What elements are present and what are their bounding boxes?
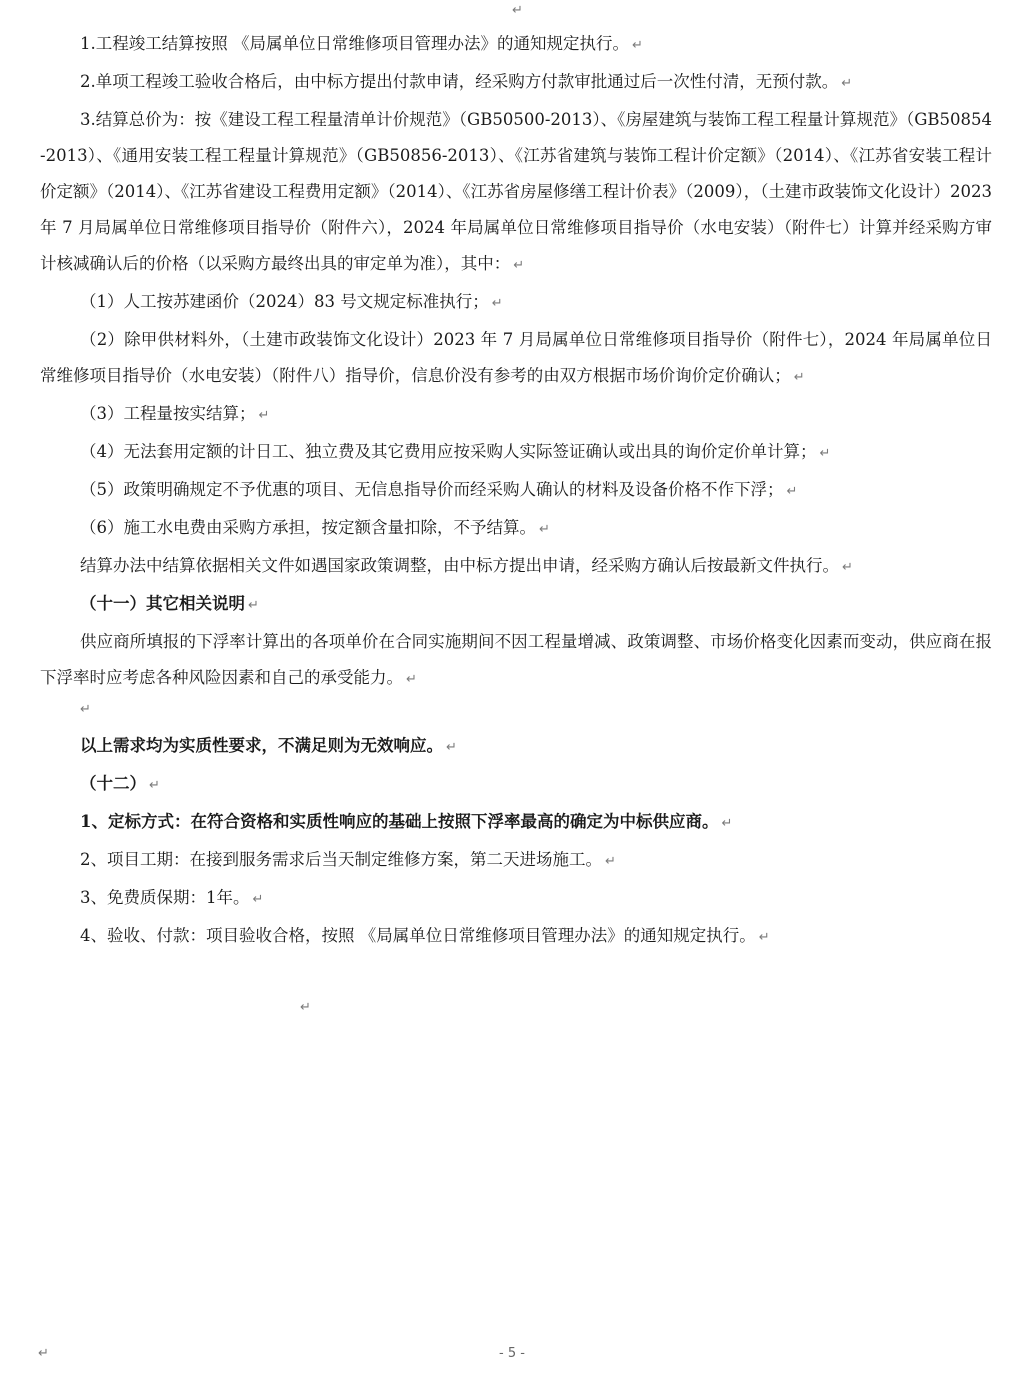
paragraph-8: （5）政策明确规定不予优惠的项目、无信息指导价而经采购人确认的材料及设备价格不作下浮； ↵	[80, 480, 798, 499]
paragraph-mark-trailing: ↵	[300, 1000, 311, 1015]
empty-paragraph: ↵	[80, 702, 91, 717]
paragraph-3: 3.结算总价为：按《建设工程工程量清单计价规范》（GB50500-2013）、《房屋建筑与装饰工程工程量计算规范》（GB50854-2013）、《通用安装工程工程量计算规范》（GB50856-2013）、《江苏省建筑与装饰工程计价定额》（2014）、《江苏省安装工程计价定额》（2014）、《江苏省建设工程费用定额》（2014）、《江苏省房屋修缮工程计价表》（2009），（土建市政装饰文化设计）2023 年 7 月局属单位日常维修项目指导价（附件六），2024 年局属单位日常维修项目指导价（水电安装）（附件七）计算并经采购方审计核减确认后的价格（以采购方最终出具的审定单为准），其中： ↵	[40, 110, 992, 273]
paragraph-4: （1）人工按苏建函价（2024）83 号文规定标准执行； ↵	[80, 292, 503, 311]
paragraph-10: 结算办法中结算依据相关文件如遇国家政策调整，由中标方提出申请，经采购方确认后按最新文件执行。 ↵	[80, 556, 853, 575]
substantive-requirement-note: 以上需求均为实质性要求，不满足则为无效响应。 ↵	[80, 736, 457, 755]
paragraph-12: 供应商所填报的下浮率计算出的各项单价在合同实施期间不因工程量增减、政策调整、市场价格变化因素而变动，供应商在报下浮率时应考虑各种风险因素和自己的承受能力。 ↵	[40, 632, 992, 687]
paragraph-mark-top: ↵	[512, 3, 523, 18]
section-heading-11: （十一）其它相关说明 ↵	[80, 594, 259, 613]
warranty-period: 3、免费质保期：1年。 ↵	[80, 888, 264, 907]
paragraph-6: （3）工程量按实结算； ↵	[80, 404, 270, 423]
paragraph-7: （4）无法套用定额的计日工、独立费及其它费用应按采购人实际签证确认或出具的询价定价单计算； ↵	[80, 442, 831, 461]
award-method: 1、定标方式：在符合资格和实质性响应的基础上按照下浮率最高的确定为中标供应商。 ↵	[80, 812, 733, 831]
paragraph-mark-footer: ↵	[38, 1346, 49, 1361]
page-number: - 5 -	[499, 1346, 525, 1361]
paragraph-9: （6）施工水电费由采购方承担，按定额含量扣除，不予结算。 ↵	[80, 518, 550, 537]
document-body	[40, 26, 992, 956]
paragraph-1: 1.工程竣工结算按照 《局属单位日常维修项目管理办法》的通知规定执行。 ↵	[80, 34, 643, 53]
section-heading-12: （十二） ↵	[80, 774, 160, 793]
paragraph-5: （2）除甲供材料外，（土建市政装饰文化设计）2023 年 7 月局属单位日常维修项目指导价（附件七），2024 年局属单位日常维修项目指导价（水电安装）（附件八）指导价，信息价没有参考的由双方根据市场价询价定价确认； ↵	[40, 330, 992, 385]
paragraph-2: 2.单项工程竣工验收合格后，由中标方提出付款申请，经采购方付款审批通过后一次性付清，无预付款。 ↵	[80, 72, 853, 91]
acceptance-payment: 4、验收、付款：项目验收合格，按照 《局属单位日常维修项目管理办法》的通知规定执行。 ↵	[80, 926, 770, 945]
project-duration: 2、项目工期：在接到服务需求后当天制定维修方案，第二天进场施工。 ↵	[80, 850, 616, 869]
